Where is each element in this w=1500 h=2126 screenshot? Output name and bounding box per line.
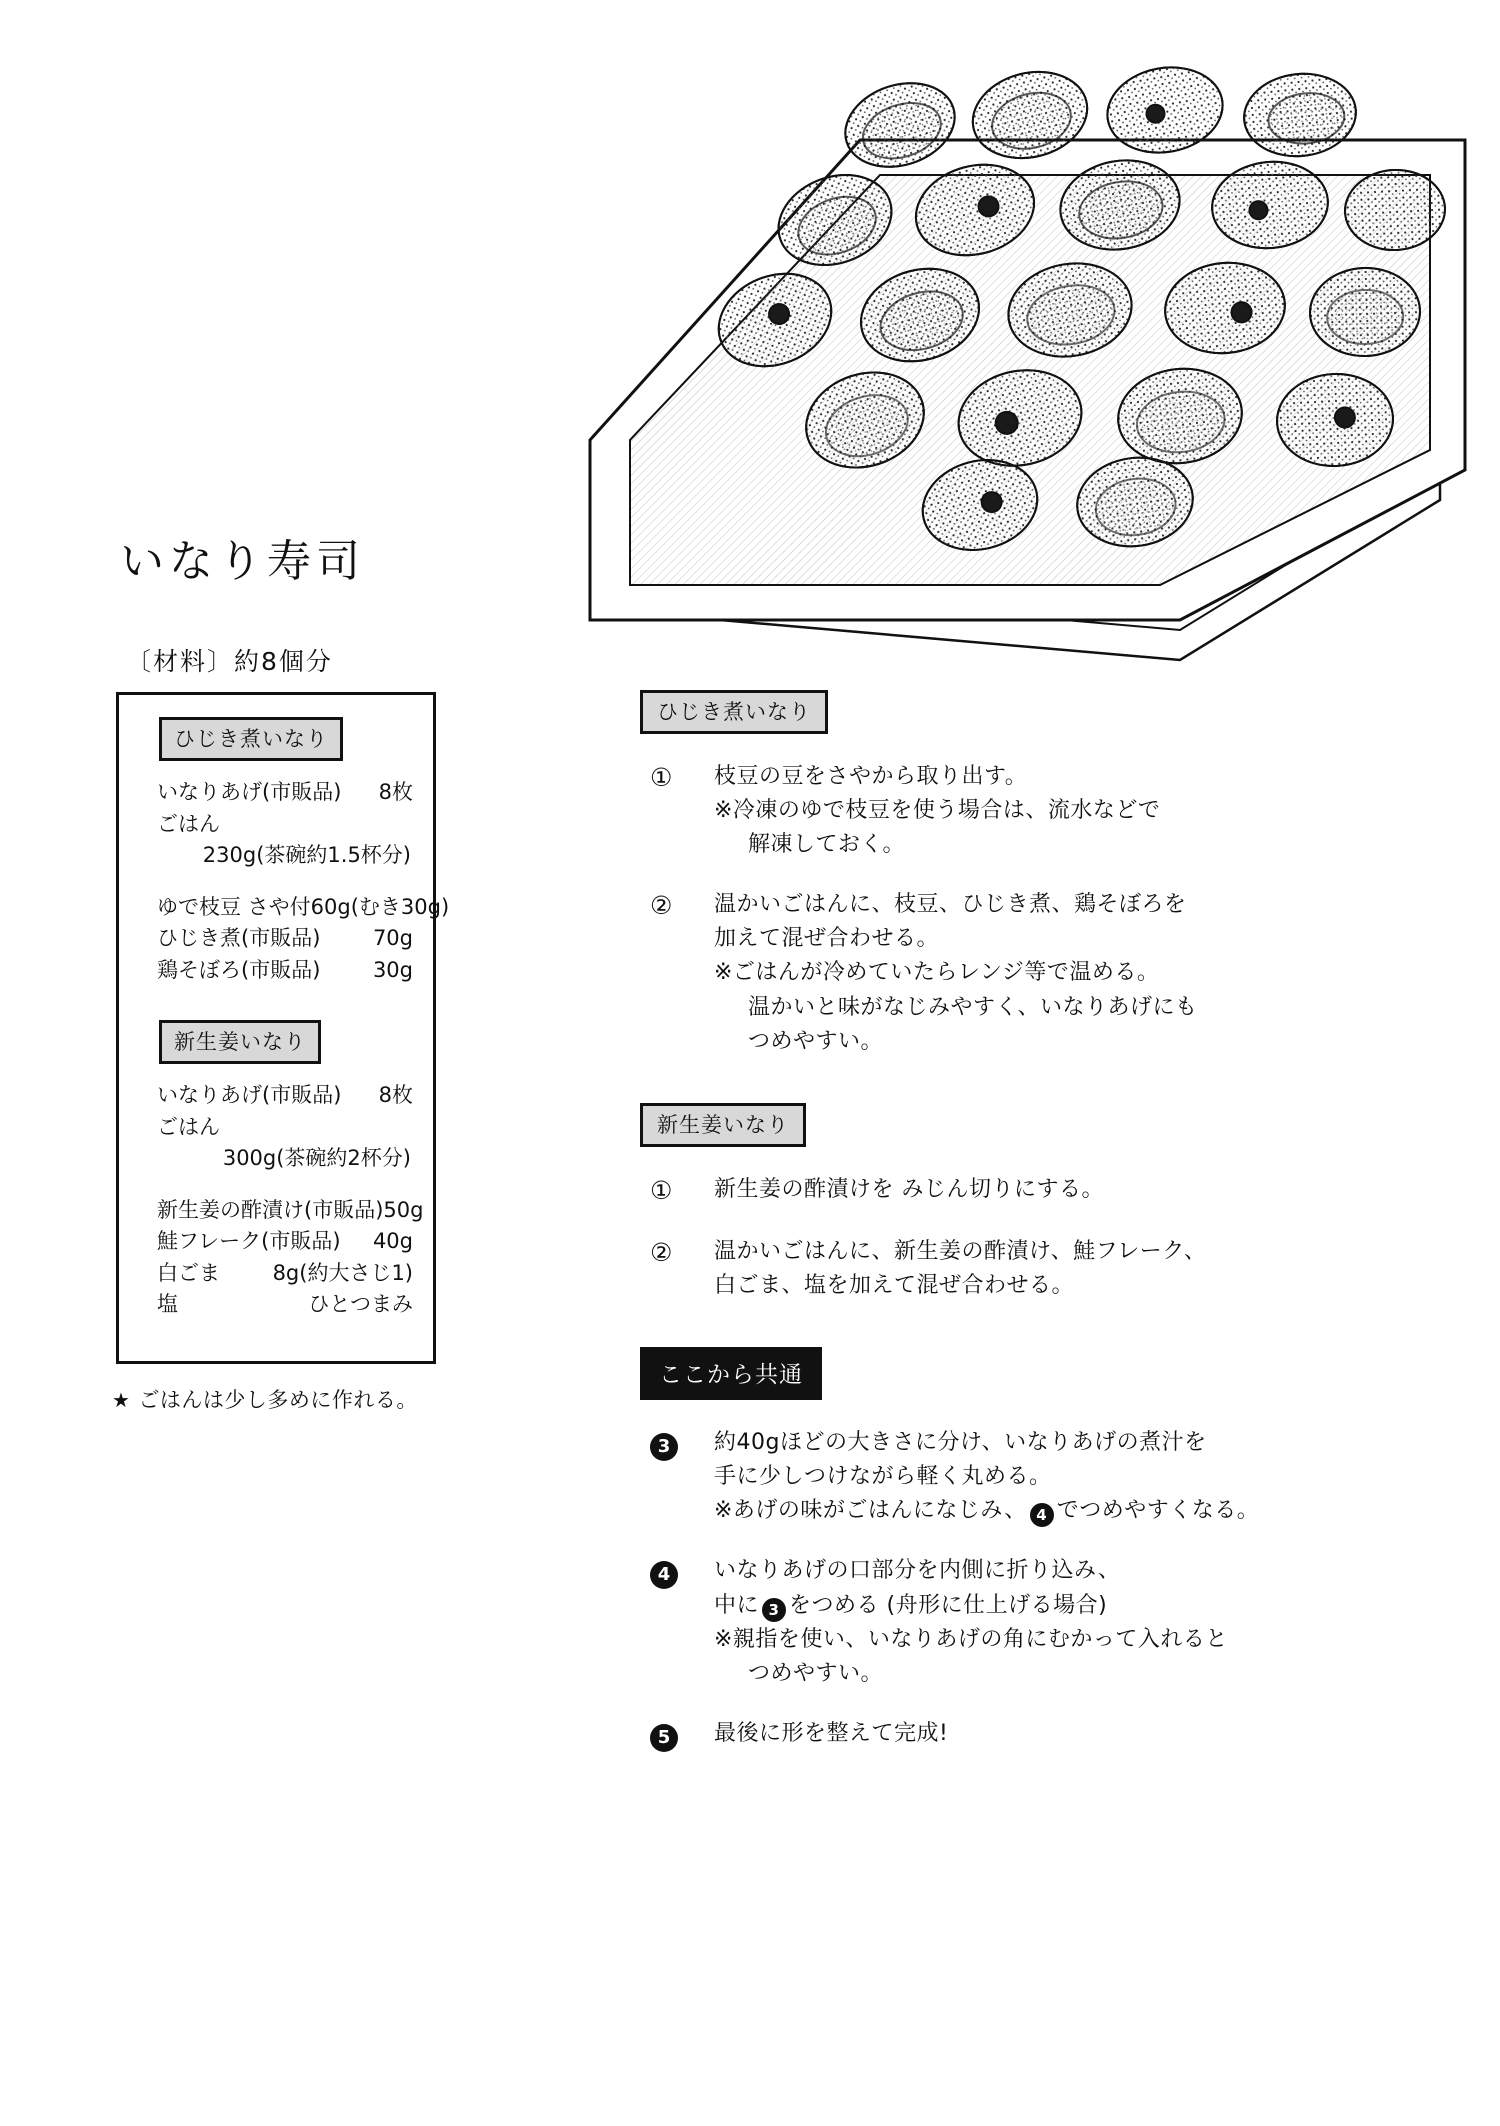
- ingredient-row: [135, 1226, 417, 1258]
- step-number: [640, 1554, 714, 1590]
- step-number: ②: [650, 1238, 673, 1267]
- step-number: ①: [650, 763, 673, 792]
- ingredient-name: 白ごま: [157, 1260, 220, 1285]
- step-number: ①: [650, 1175, 673, 1205]
- step-line: 解凍しておく。: [748, 832, 906, 858]
- step-line: ※親指を使い、いなりあげの角にむかって入れると: [714, 1626, 1228, 1652]
- step-body: [714, 888, 1460, 1058]
- step-body: [714, 1554, 1460, 1690]
- ingredients-note-text: ごはんは少し多めに作れる。: [138, 1387, 418, 1412]
- step-list: [640, 1426, 1460, 1753]
- step-item: [640, 888, 1460, 1058]
- step-line: 枝豆の豆をさやから取り出す。: [714, 764, 1028, 789]
- ingredient-row: [135, 1112, 417, 1175]
- ingredient-name: いなりあげ(市販品): [157, 1083, 342, 1107]
- ingredient-name: 鶏そぼろ(市販品): [157, 957, 321, 982]
- step-body: [714, 1717, 1460, 1751]
- step-line-part: ※あげの味がごはんになじみ、: [714, 1498, 1027, 1524]
- ingredient-name: ゆで枝豆 さや付60g(むき30g): [157, 894, 450, 919]
- step-item: [640, 1426, 1460, 1528]
- section-label-hijiki: ひじき煮いなり: [640, 690, 828, 734]
- page-title: いなり寿司: [120, 536, 365, 587]
- step-body: [714, 760, 1460, 862]
- ingredient-qty: 70g: [372, 926, 413, 950]
- ingredient-row: [135, 923, 417, 955]
- ingredient-name: ひじき煮(市販品): [157, 926, 321, 950]
- step-number-badge: 4: [650, 1561, 678, 1589]
- ingredient-row: [135, 1195, 424, 1227]
- ingredient-row: [135, 777, 417, 809]
- step-line: [714, 1589, 1460, 1623]
- ingredients-column: [108, 536, 578, 1414]
- step-line-highlighted: ※ごはんが冷めていたらレンジ等で温める。: [714, 960, 1160, 986]
- step-line: 新生姜の酢漬けを みじん切りにする。: [714, 1176, 1104, 1202]
- ingredient-name: ごはん: [157, 1114, 220, 1139]
- step-line-part: でつめやすくなる。: [1056, 1498, 1260, 1524]
- ingredient-qty: 8g(約大さじ1): [272, 1260, 413, 1285]
- step-line-part: をつめる (舟形に仕上げる場合): [789, 1592, 1108, 1618]
- step-reference-badge: 3: [762, 1598, 786, 1622]
- ingredients-heading: 〔材料〕約8個分: [126, 647, 333, 676]
- step-number: [640, 1717, 714, 1753]
- step-line: 約40gほどの大きさに分け、いなりあげの煮汁を: [714, 1430, 1207, 1456]
- ingredient-name: ごはん: [157, 811, 220, 836]
- step-number: [640, 1426, 714, 1462]
- step-body: [714, 1173, 1460, 1207]
- ingredient-qty: 30g: [372, 957, 413, 982]
- ingredient-row: [135, 955, 417, 987]
- step-line: 白ごま、塩を加えて混ぜ合わせる。: [714, 1273, 1075, 1299]
- method-section-shinshoga: [640, 1103, 1460, 1303]
- ingredient-qty: 8枚: [378, 780, 413, 804]
- step-line: ※冷凍のゆで枝豆を使う場合は、流水などで: [714, 798, 1161, 824]
- step-number-badge: 5: [650, 1724, 678, 1752]
- star-icon: ★: [112, 1387, 131, 1412]
- ingredient-name: いなりあげ(市販品): [157, 780, 342, 804]
- method-section-hijiki: [640, 690, 1460, 1059]
- inari-sushi-tray-illustration: [560, 20, 1490, 720]
- step-line: つめやすい。: [748, 1028, 884, 1054]
- ingredient-qty: 40g: [372, 1229, 413, 1253]
- ingredient-row: [135, 1258, 417, 1290]
- ingredient-qty: 230g(茶碗約1.5杯分): [202, 843, 411, 867]
- step-list: [640, 1173, 1460, 1303]
- step-line: 加えて混ぜ合わせる。: [714, 926, 940, 952]
- ingredients-note: [112, 1384, 578, 1414]
- ingredients-box: [116, 692, 450, 1364]
- step-body: [714, 1235, 1460, 1303]
- step-line: 温かいごはんに、新生姜の酢漬け、鮭フレーク、: [714, 1239, 1207, 1264]
- step-line: 最後に形を整えて完成!: [714, 1720, 949, 1746]
- ingredient-group-label-shinshoga: 新生姜いなり: [159, 1020, 321, 1064]
- method-section-common: [640, 1347, 1460, 1753]
- ingredient-name: 塩: [157, 1292, 178, 1316]
- ingredient-group-label-hijiki: ひじき煮いなり: [159, 717, 343, 761]
- ingredient-row: [135, 892, 450, 924]
- step-line: [714, 1494, 1460, 1528]
- spacer: [135, 1175, 417, 1195]
- step-number-badge: 3: [650, 1433, 678, 1461]
- step-line: つめやすい。: [748, 1660, 884, 1686]
- ingredient-name: 新生姜の酢漬け(市販品)50g: [157, 1197, 424, 1222]
- ingredient-row: [135, 1080, 417, 1112]
- step-line: 手に少しつけながら軽く丸める。: [714, 1464, 1052, 1490]
- step-line: 温かいごはんに、枝豆、ひじき煮、鶏そぼろを: [714, 892, 1187, 918]
- step-list: [640, 760, 1460, 1059]
- step-item: [640, 1173, 1460, 1209]
- step-line: 温かいと味がなじみやすく、いなりあげにも: [748, 994, 1198, 1020]
- step-reference-badge: 4: [1030, 1503, 1054, 1527]
- step-number: ②: [650, 891, 673, 921]
- ingredient-row: [135, 1289, 417, 1321]
- step-line-part: 中に: [714, 1592, 760, 1618]
- section-label-shinshoga: 新生姜いなり: [640, 1103, 806, 1147]
- step-item: [640, 1717, 1460, 1753]
- step-item: [640, 1554, 1460, 1690]
- step-item: [640, 1235, 1460, 1303]
- step-item: [640, 760, 1460, 862]
- spacer: [135, 872, 417, 892]
- step-line: いなりあげの口部分を内側に折り込み、: [714, 1558, 1121, 1584]
- ingredient-qty: 8枚: [378, 1083, 413, 1107]
- ingredient-row: [135, 809, 417, 872]
- method-column: [640, 690, 1460, 1787]
- section-label-common: ここから共通: [640, 1347, 822, 1400]
- ingredient-qty: ひとつまみ: [308, 1292, 413, 1316]
- ingredient-qty: 300g(茶碗約2杯分): [222, 1146, 411, 1170]
- ingredient-name: 鮭フレーク(市販品): [157, 1229, 341, 1253]
- step-body: [714, 1426, 1460, 1528]
